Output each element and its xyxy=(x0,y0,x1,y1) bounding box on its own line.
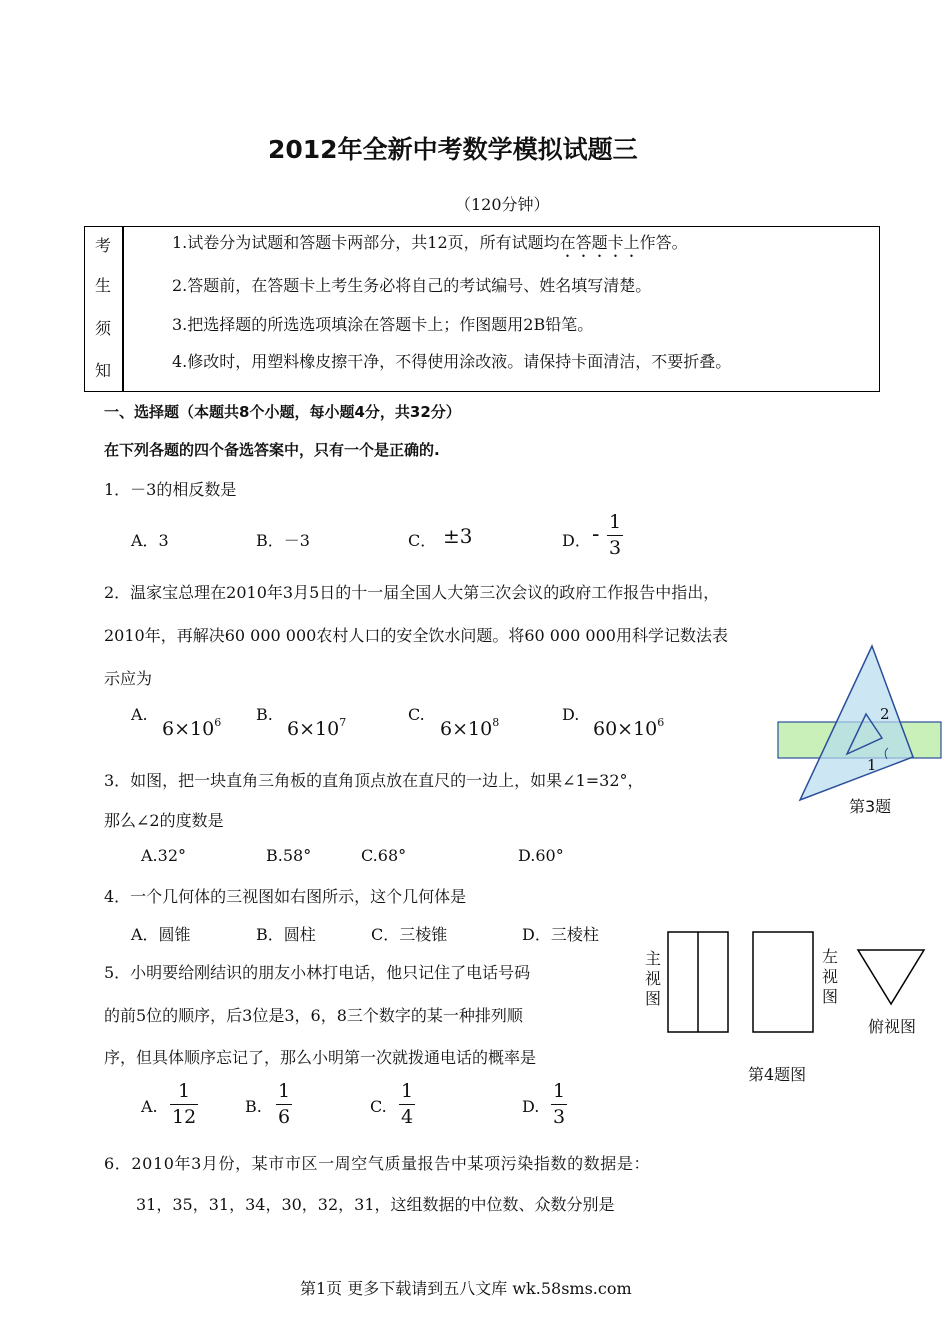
q1-option-d-sign: - xyxy=(592,522,600,547)
q2-option-b-base: 6×10 xyxy=(287,718,340,740)
q4-option-d: D．三棱柱 xyxy=(522,925,599,944)
fraction-bar xyxy=(276,1104,292,1105)
q5-option-d-fraction xyxy=(551,1082,567,1127)
q5-line-2: 的前5位的顺序，后3位是3，6，8三个数字的某一种排列顺 xyxy=(104,1006,523,1025)
q6-line-2: 31，35，31，34，30，32，31，这组数据的中位数、众数分别是 xyxy=(136,1195,615,1214)
q3-option-c: C.68° xyxy=(361,846,407,865)
notice-item-1-after: 作答。 xyxy=(639,233,688,252)
q1-option-b: B．－3 xyxy=(256,531,310,550)
q4-fig-top-label: 俯视图 xyxy=(868,1017,917,1036)
q5-line-3: 序，但具体顺序忘记了，那么小明第一次就拨通电话的概率是 xyxy=(104,1048,537,1067)
q3-option-a: A.32° xyxy=(141,846,186,865)
q2-option-c-label: C. xyxy=(408,705,425,724)
q2-option-d-exp: 6 xyxy=(657,716,665,729)
q3-fig-label-2: 2 xyxy=(880,705,890,723)
q5-option-d-label: D. xyxy=(522,1097,540,1116)
notice-item-1-emphasis: 在答题卡上 xyxy=(559,233,640,252)
q5-option-c-label: C. xyxy=(370,1097,387,1116)
q3-option-b: B.58° xyxy=(266,846,312,865)
q4-fig-left-char-3: 图 xyxy=(822,987,839,1006)
top-view-triangle xyxy=(858,950,924,1004)
q1-option-a: A．3 xyxy=(131,531,169,550)
q2-option-b-value xyxy=(287,716,346,740)
q1-option-c-value: ±3 xyxy=(443,524,473,548)
q2-option-d-label: D. xyxy=(562,705,580,724)
q4-option-c: C．三棱锥 xyxy=(371,925,448,944)
left-view-rect xyxy=(753,932,813,1032)
q2-line-2: 2010年，再解决60 000 000农村人口的安全饮水问题。将60 000 000用科学记数法表 xyxy=(104,626,728,645)
q5-option-a-fraction xyxy=(170,1082,198,1127)
q4-fig-left-char-2: 视 xyxy=(822,967,839,986)
q5-option-b-label: B. xyxy=(245,1097,262,1116)
q2-line-3: 示应为 xyxy=(104,669,153,688)
fraction-numerator: 1 xyxy=(178,1080,191,1102)
q2-option-c-value xyxy=(440,716,499,740)
fraction-denominator: 12 xyxy=(172,1106,197,1128)
q2-option-d-base: 60×10 xyxy=(593,718,658,740)
q4-fig-front-char-3: 图 xyxy=(645,989,662,1008)
q3-line-1: 3．如图，把一块直角三角板的直角顶点放在直尺的一边上，如果∠1=32°， xyxy=(104,771,644,790)
q4-fig-front-char-1: 主 xyxy=(645,949,662,968)
notice-side-label-4: 知 xyxy=(95,361,112,380)
notice-side-label-2: 生 xyxy=(95,276,112,295)
section-instruction: 在下列各题的四个备选答案中，只有一个是正确的. xyxy=(104,441,440,459)
q4-stem: 4．一个几何体的三视图如右图所示，这个几何体是 xyxy=(104,887,467,906)
fraction-bar xyxy=(170,1104,198,1105)
fraction-bar xyxy=(399,1104,415,1105)
fraction-numerator: 1 xyxy=(609,511,622,533)
q4-figure-caption: 第4题图 xyxy=(748,1065,807,1084)
q5-line-1: 5．小明要给刚结识的朋友小林打电话，他只记住了电话号码 xyxy=(104,963,531,982)
notice-divider xyxy=(122,226,124,392)
fraction-bar xyxy=(607,535,623,536)
fraction-bar xyxy=(551,1104,567,1105)
notice-item-3: 3.把选择题的所选选项填涂在答题卡上；作图题用2B铅笔。 xyxy=(172,315,594,334)
fraction-numerator: 1 xyxy=(401,1080,414,1102)
q2-option-a-value xyxy=(162,716,221,740)
fraction-numerator: 1 xyxy=(553,1080,566,1102)
q4-option-b: B．圆柱 xyxy=(256,925,316,944)
q5-option-b-fraction xyxy=(276,1082,292,1127)
q4-fig-left-char-1: 左 xyxy=(822,947,839,966)
fraction-denominator: 4 xyxy=(401,1106,414,1128)
notice-item-2: 2.答题前，在答题卡上考生务必将自己的考试编号、姓名填写清楚。 xyxy=(172,276,652,295)
q2-option-c-exp: 8 xyxy=(492,716,500,729)
q3-figure-caption: 第3题 xyxy=(849,797,892,816)
q2-option-a-base: 6×10 xyxy=(162,718,215,740)
fraction-denominator: 3 xyxy=(609,537,622,559)
page-footer: 第1页 更多下载请到五八文库 wk.58sms.com xyxy=(300,1279,632,1298)
page-title: 2012年全新中考数学模拟试题三 xyxy=(268,135,638,164)
q1-option-d-label: D． xyxy=(562,531,591,550)
q3-line-2: 那么∠2的度数是 xyxy=(104,811,224,830)
q2-line-1: 2．温家宝总理在2010年3月5日的十一届全国人大第三次会议的政府工作报告中指出， xyxy=(104,583,720,602)
q4-option-a: A．圆锥 xyxy=(131,925,191,944)
notice-item-1-before: 1.试卷分为试题和答题卡两部分，共12页，所有试题均 xyxy=(172,233,560,252)
q2-option-a-exp: 6 xyxy=(214,716,222,729)
q1-option-d-fraction xyxy=(607,513,623,558)
q2-option-c-base: 6×10 xyxy=(440,718,493,740)
notice-item-4: 4.修改时，用塑料橡皮擦干净，不得使用涂改液。请保持卡面清洁，不要折叠。 xyxy=(172,352,732,371)
exam-duration: （120分钟） xyxy=(455,195,550,214)
q2-option-b-label: B. xyxy=(256,705,273,724)
q6-line-1: 6．2010年3月份，某市市区一周空气质量报告中某项污染指数的数据是： xyxy=(104,1154,651,1173)
q1-stem: 1．－3的相反数是 xyxy=(104,480,237,499)
q4-fig-front-char-2: 视 xyxy=(645,969,662,988)
section-heading: 一、选择题（本题共8个小题，每小题4分，共32分） xyxy=(104,403,461,421)
notice-item-1 xyxy=(172,230,688,261)
q2-option-a-label: A. xyxy=(131,705,148,724)
q2-option-d-value xyxy=(593,716,664,740)
q1-option-c-label: C． xyxy=(408,531,437,550)
q5-option-c-fraction xyxy=(399,1082,415,1127)
fraction-denominator: 3 xyxy=(553,1106,566,1128)
q2-option-b-exp: 7 xyxy=(339,716,347,729)
notice-side-label-1: 考 xyxy=(95,236,112,255)
fraction-numerator: 1 xyxy=(278,1080,291,1102)
notice-side-label-3: 须 xyxy=(95,319,112,338)
q3-option-d: D.60° xyxy=(518,846,564,865)
q5-option-a-label: A. xyxy=(141,1097,158,1116)
q3-figure xyxy=(770,640,950,820)
fraction-denominator: 6 xyxy=(278,1106,291,1128)
q3-fig-label-1: 1 xyxy=(867,756,877,774)
